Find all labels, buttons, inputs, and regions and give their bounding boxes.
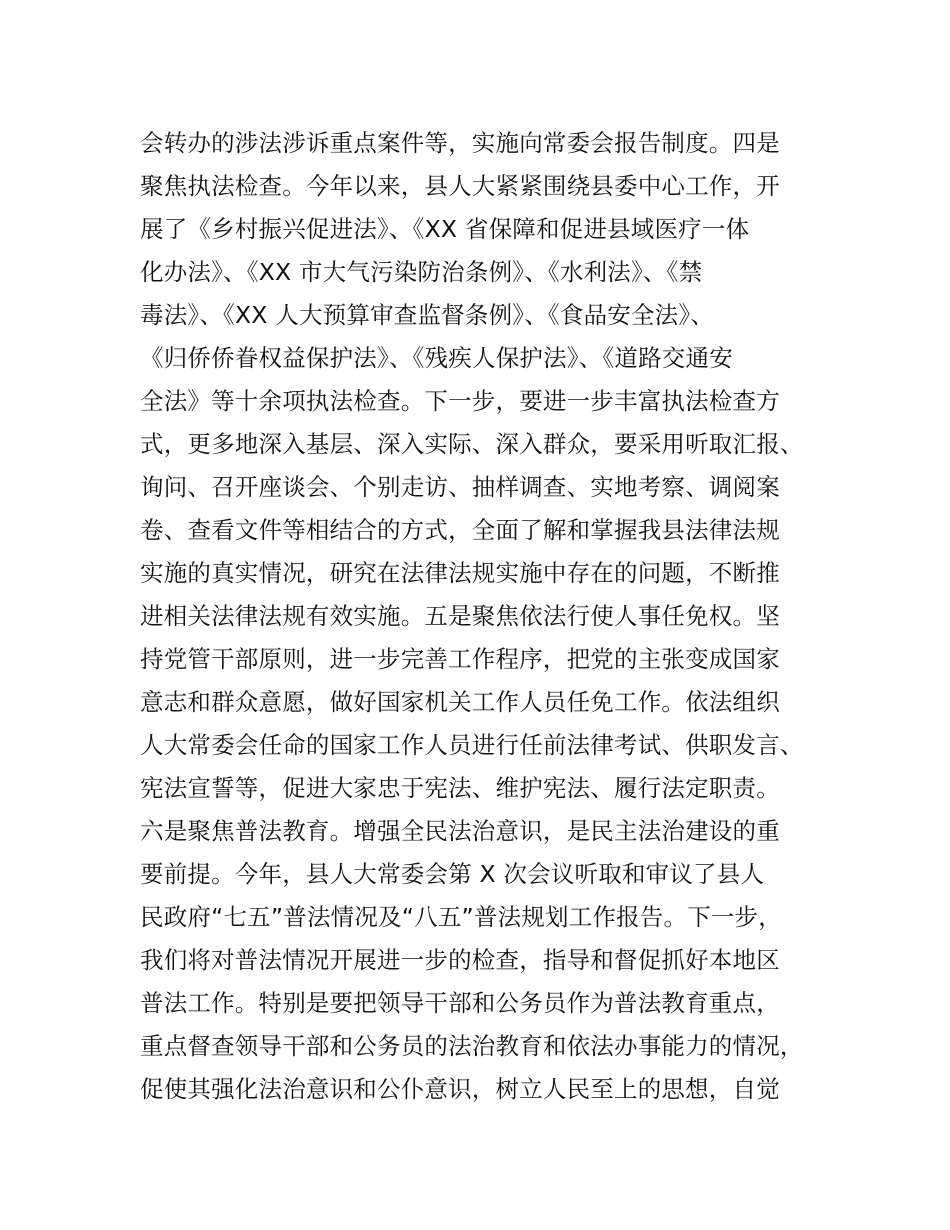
text-line-18: 要前提。今年，县人大常委会第 X 次会议听取和审议了县人 bbox=[140, 860, 765, 888]
text-line-19: 民政府“七五”普法情况及“八五”普法规划工作报告。下一步， bbox=[140, 903, 782, 931]
text-line-13: 持党管干部原则，进一步完善工作程序，把党的主张变成国家 bbox=[140, 645, 780, 673]
text-line-11: 实施的真实情况，研究在法律法规实施中存在的问题，不断推 bbox=[140, 559, 780, 587]
text-line-21: 普法工作。特别是要把领导干部和公务员作为普法教育重点， bbox=[140, 989, 780, 1017]
text-line-23: 促使其强化法治意识和公仆意识，树立人民至上的思想，自觉 bbox=[140, 1075, 780, 1103]
text-line-20: 我们将对普法情况开展进一步的检查，指导和督促抓好本地区 bbox=[140, 946, 780, 974]
text-line-22: 重点督查领导干部和公务员的法治教育和依法办事能力的情况， bbox=[140, 1032, 804, 1060]
text-line-17: 六是聚焦普法教育。增强全民法治意识，是民主法治建设的重 bbox=[140, 817, 780, 845]
text-line-6: 《归侨侨眷权益保护法》、《残疾人保护法》、《道路交通安 bbox=[140, 344, 733, 372]
text-line-5: 毒法》、《XX 人大预算审查监督条例》、《食品安全法》、 bbox=[140, 301, 715, 329]
text-line-1: 会转办的涉法涉诉重点案件等，实施向常委会报告制度。四是 bbox=[140, 129, 780, 157]
text-line-14: 意志和群众意愿，做好国家机关工作人员任免工作。依法组织 bbox=[140, 688, 780, 716]
text-line-10: 卷、查看文件等相结合的方式，全面了解和掌握我县法律法规 bbox=[140, 516, 780, 544]
text-line-8: 式，更多地深入基层、深入实际、深入群众，要采用听取汇报、 bbox=[140, 430, 804, 458]
text-line-16: 宪法宣誓等，促进大家忠于宪法、维护宪法、履行法定职责。 bbox=[140, 774, 780, 802]
text-line-15: 人大常委会任命的国家工作人员进行任前法律考试、供职发言、 bbox=[140, 731, 804, 759]
text-line-9: 询问、召开座谈会、个别走访、抽样调查、实地考察、调阅案 bbox=[140, 473, 780, 501]
text-line-7: 全法》等十余项执法检查。下一步，要进一步丰富执法检查方 bbox=[140, 387, 780, 415]
body-paragraph bbox=[140, 122, 840, 1111]
text-line-2: 聚焦执法检查。今年以来，县人大紧紧围绕县委中心工作，开 bbox=[140, 172, 780, 200]
text-line-3: 展了《乡村振兴促进法》、《XX 省保障和促进县域医疗一体 bbox=[140, 215, 750, 243]
text-line-4: 化办法》、《XX 市大气污染防治条例》、《水利法》、《禁 bbox=[140, 258, 703, 286]
text-line-12: 进相关法律法规有效实施。五是聚焦依法行使人事任免权。坚 bbox=[140, 602, 780, 630]
